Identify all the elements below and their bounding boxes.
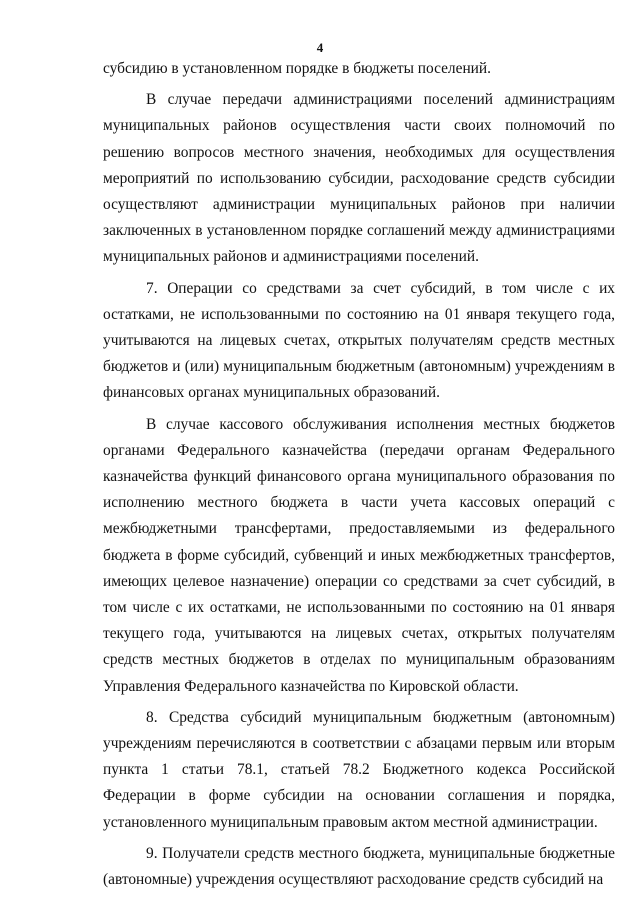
page-number: 4 bbox=[316, 40, 324, 55]
document-body bbox=[103, 56, 615, 893]
paragraph-item-7: 7. Операции со средствами за счет субсидий, в том числе с их остатками, не использованными по состоянию на 01 января текущего года, учитываются на лицевых счетах, открытых получателям средств местных бюджетов и (или) муниципальным бюджетным (автономным) учреждениям в финансовых органах муниципальных образований. bbox=[103, 279, 615, 402]
paragraph-transfer-of-powers: В случае передачи администрациями поселений администрациям муниципальных районов осуществления части своих полномочий по решению вопросов местного значения, необходимых для осуществления мероприятий по использованию субсидии, расходование средств субсидии осуществляют администрации муниципальных районов при наличии заключенных в установленном порядке соглашений между администрациями муниципальных районов и администрациями поселений. bbox=[103, 91, 615, 266]
paragraph-item-8: 8. Средства субсидий муниципальным бюджетным (автономным) учреждениям перечисляются в соответствии с абзацами первым или вторым пункта 1 статьи 78.1, статьей 78.2 Бюджетного кодекса Российской Федерации в форме субсидии на основании соглашения и порядка, установленного муниципальным правовым актом местной администрации. bbox=[103, 708, 615, 831]
paragraph-treasury-servicing: В случае кассового обслуживания исполнения местных бюджетов органами Федерального казначейства (передачи органам Федерального казначейства функций финансового органа муниципального образования по исполнению местного бюджета в части учета кассовых операций с межбюджетными трансфертами, предоставляемыми из федерального бюджета в форме субсидий, субвенций и иных межбюджетных трансфертов, имеющих целевое назначение) операции со средствами за счет субсидий, в том числе с их остатками, не использованными по состоянию на 01 января текущего года, учитываются на лицевых счетах, открытых получателям средств местных бюджетов в отделах по муниципальным образованиям Управления Федерального казначейства по Кировской области. bbox=[103, 415, 615, 695]
paragraph-continuation: субсидию в установленном порядке в бюджеты поселений. bbox=[103, 60, 491, 77]
paragraph-item-9: 9. Получатели средств местного бюджета, муниципальные бюджетные (автономные) учреждения осуществляют расходование средств субсидий на bbox=[103, 844, 615, 889]
